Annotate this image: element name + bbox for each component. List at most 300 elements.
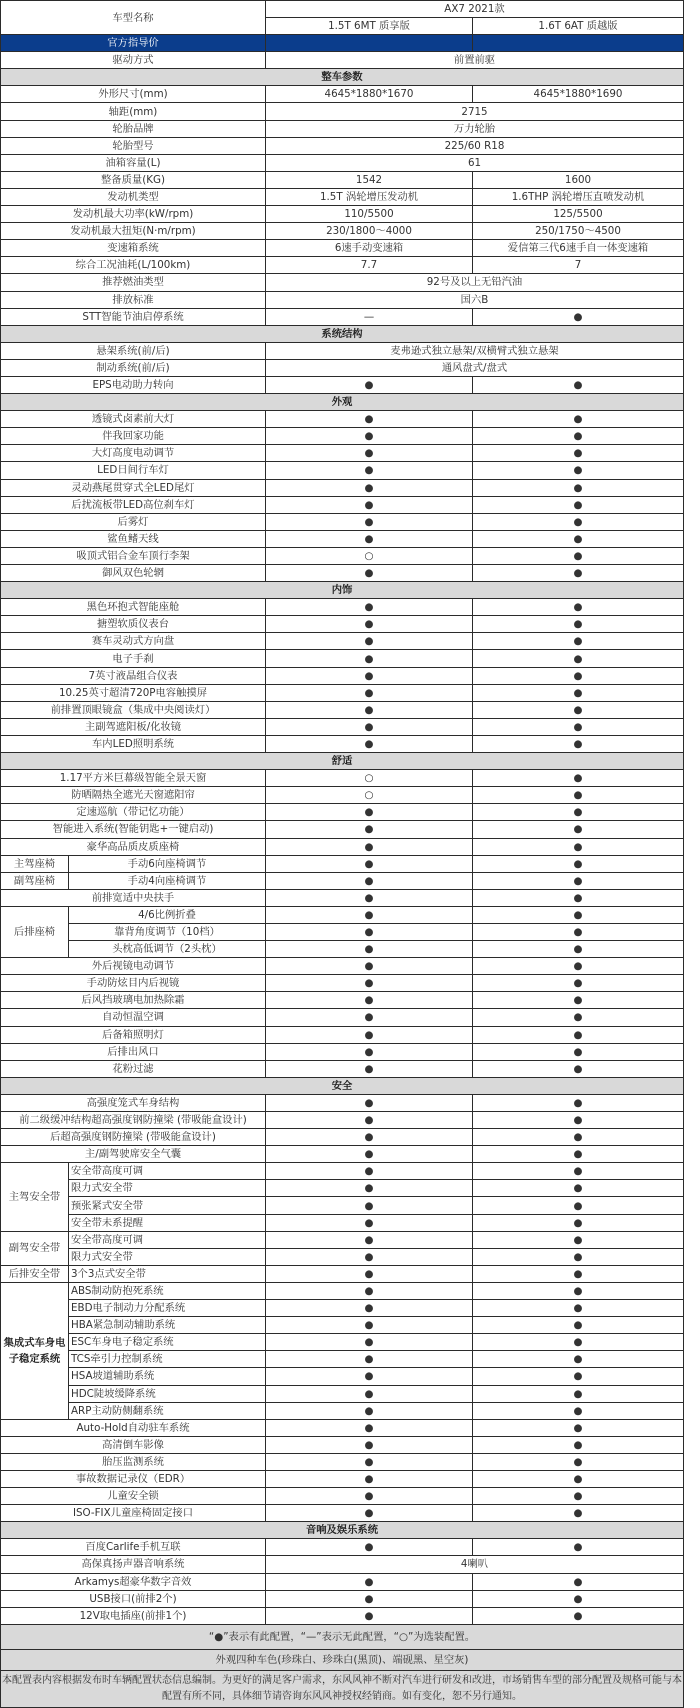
spec-value-trim-1: ●: [266, 975, 473, 992]
spec-value-trim-2: ●: [473, 1453, 684, 1470]
drive-row: [1, 52, 684, 69]
table-row: [1, 1470, 684, 1487]
spec-value-trim-2: ●: [473, 787, 684, 804]
spec-value-trim-2: ●: [473, 872, 684, 889]
spec-value-trim-1: ●: [266, 565, 473, 582]
section-header: [1, 1522, 684, 1539]
spec-label: 花粉过滤: [1, 1060, 266, 1077]
spec-sublabel: ARP主动防侧翻系统: [69, 1402, 266, 1419]
spec-label: 车内LED照明系统: [1, 735, 266, 752]
spec-value-trim-1: ●: [266, 838, 473, 855]
spec-value-shared: 225/60 R18: [266, 137, 684, 154]
spec-value-trim-2: ●: [473, 1094, 684, 1111]
spec-value-trim-1: ●: [266, 1351, 473, 1368]
table-row: [1, 565, 684, 582]
table-row: [1, 1488, 684, 1505]
legend-note: “●”表示有此配置，“—”表示无此配置，“○”为选装配置。: [1, 1624, 684, 1649]
spec-label: 伴我回家功能: [1, 428, 266, 445]
spec-value-trim-2: ●: [473, 1334, 684, 1351]
table-row: [1, 1197, 684, 1214]
spec-value-trim-2: ●: [473, 462, 684, 479]
spec-label: 高强度笼式车身结构: [1, 1094, 266, 1111]
drive-value: 前置前驱: [266, 52, 684, 69]
spec-value-trim-2: ●: [473, 1351, 684, 1368]
spec-label: 外后视镜电动调节: [1, 958, 266, 975]
spec-value-trim-1: ●: [266, 1607, 473, 1624]
spec-label: 胎压监测系统: [1, 1453, 266, 1470]
spec-value-trim-2: ●: [473, 1385, 684, 1402]
spec-sublabel: HDC陡坡缓降系统: [69, 1385, 266, 1402]
spec-value-trim-1: ●: [266, 1317, 473, 1334]
spec-value-trim-1: ●: [266, 1590, 473, 1607]
spec-value-trim-1: ●: [266, 428, 473, 445]
spec-value-trim-2: ●: [473, 616, 684, 633]
spec-value-trim-1: 6速手动变速箱: [266, 240, 473, 257]
series-title: AX7 2021款: [266, 1, 684, 18]
table-row: [1, 1248, 684, 1265]
spec-sublabel: HSA坡道辅助系统: [69, 1368, 266, 1385]
spec-value-trim-1: ●: [266, 1385, 473, 1402]
spec-value-trim-2: ●: [473, 1197, 684, 1214]
spec-value-shared: 国六B: [266, 291, 684, 308]
table-row: [1, 1112, 684, 1129]
spec-label: 10.25英寸超清720P电容触摸屏: [1, 684, 266, 701]
spec-value-trim-1: ●: [266, 1453, 473, 1470]
spec-value-shared: 61: [266, 154, 684, 171]
spec-value-trim-2: ●: [473, 770, 684, 787]
table-row: [1, 1060, 684, 1077]
spec-sublabel: 限力式安全带: [69, 1248, 266, 1265]
spec-value-trim-2: ●: [473, 1129, 684, 1146]
spec-value-trim-1: ●: [266, 889, 473, 906]
spec-value-trim-1: ●: [266, 599, 473, 616]
spec-value-trim-1: ●: [266, 1539, 473, 1556]
spec-label: 事故数据记录仪（EDR）: [1, 1470, 266, 1487]
table-row: [1, 787, 684, 804]
table-row: [1, 342, 684, 359]
spec-value-trim-1: ●: [266, 906, 473, 923]
spec-value-trim-2: ●: [473, 1043, 684, 1060]
table-row: [1, 308, 684, 325]
group-label: 后排安全带: [1, 1265, 69, 1282]
spec-value-trim-1: ●: [266, 667, 473, 684]
spec-sublabel: 安全带高度可调: [69, 1231, 266, 1248]
table-row: [1, 701, 684, 718]
spec-label: 油箱容量(L): [1, 154, 266, 171]
table-row: [1, 1231, 684, 1248]
spec-value-trim-1: 1.5T 涡轮增压发动机: [266, 188, 473, 205]
spec-value-trim-2: ●: [473, 941, 684, 958]
spec-label: 综合工况油耗(L/100km): [1, 257, 266, 274]
spec-value-trim-2: ●: [473, 1026, 684, 1043]
spec-value-trim-2: ●: [473, 1317, 684, 1334]
table-row: [1, 291, 684, 308]
spec-value-trim-2: ●: [473, 992, 684, 1009]
spec-value-trim-2: ●: [473, 1163, 684, 1180]
spec-value-trim-2: ●: [473, 650, 684, 667]
spec-sublabel: 安全带未系提醒: [69, 1214, 266, 1231]
spec-value-trim-2: ●: [473, 684, 684, 701]
spec-value-trim-1: ●: [266, 1112, 473, 1129]
spec-label: 发动机最大扭矩(N·m/rpm): [1, 223, 266, 240]
spec-label: 制动系统(前/后): [1, 359, 266, 376]
spec-value-trim-2: ●: [473, 1265, 684, 1282]
table-row: [1, 1129, 684, 1146]
spec-value-trim-2: ●: [473, 975, 684, 992]
table-row: [1, 735, 684, 752]
spec-label: LED日间行车灯: [1, 462, 266, 479]
spec-label: Auto-Hold自动驻车系统: [1, 1419, 266, 1436]
spec-value-trim-1: ●: [266, 1334, 473, 1351]
spec-sublabel: ABS制动防抱死系统: [69, 1282, 266, 1299]
spec-value-trim-1: ●: [266, 1197, 473, 1214]
spec-value-trim-1: ●: [266, 1368, 473, 1385]
spec-value-trim-2: ●: [473, 1112, 684, 1129]
table-row: [1, 975, 684, 992]
table-row: [1, 1180, 684, 1197]
group-label: 后排座椅: [1, 906, 69, 957]
spec-value-trim-2: 1.6THP 涡轮增压直喷发动机: [473, 188, 684, 205]
spec-sublabel: 限力式安全带: [69, 1180, 266, 1197]
spec-value-trim-1: ●: [266, 1300, 473, 1317]
table-row: [1, 120, 684, 137]
spec-label: 百度Carlife手机互联: [1, 1539, 266, 1556]
group-label: 主驾座椅: [1, 855, 69, 872]
spec-value-trim-1: 110/5500: [266, 206, 473, 223]
table-row: [1, 257, 684, 274]
spec-value-trim-1: ●: [266, 1163, 473, 1180]
spec-value-trim-1: ●: [266, 1248, 473, 1265]
table-row: [1, 188, 684, 205]
spec-value-trim-2: ●: [473, 496, 684, 513]
spec-label: 透镜式卤素前大灯: [1, 411, 266, 428]
spec-value-trim-1: ●: [266, 1180, 473, 1197]
spec-value-trim-1: ●: [266, 1573, 473, 1590]
spec-value-trim-2: ●: [473, 1282, 684, 1299]
section-title: 内饰: [1, 582, 684, 599]
table-row: [1, 906, 684, 923]
spec-value-trim-1: ●: [266, 1436, 473, 1453]
table-row: [1, 599, 684, 616]
spec-value-trim-2: ●: [473, 565, 684, 582]
spec-label: Arkamys超豪华数字音效: [1, 1573, 266, 1590]
spec-label: 前二级缓冲结构超高强度钢防撞梁 (带吸能盒设计): [1, 1112, 266, 1129]
spec-value-trim-2: ●: [473, 855, 684, 872]
section-header: [1, 1077, 684, 1094]
spec-value-trim-1: ●: [266, 804, 473, 821]
table-row: [1, 1505, 684, 1522]
colors-row: [1, 1649, 684, 1670]
spec-value-trim-1: ●: [266, 1265, 473, 1282]
table-row: [1, 1009, 684, 1026]
spec-value-trim-1: ●: [266, 1043, 473, 1060]
table-row: [1, 804, 684, 821]
table-row: [1, 872, 684, 889]
spec-value-trim-2: ●: [473, 530, 684, 547]
spec-value-trim-1: ●: [266, 513, 473, 530]
spec-value-trim-1: ●: [266, 1129, 473, 1146]
spec-label: STT智能节油启停系统: [1, 308, 266, 325]
table-row: [1, 223, 684, 240]
spec-label: 变速箱系统: [1, 240, 266, 257]
spec-value-trim-2: ●: [473, 1300, 684, 1317]
spec-value-trim-1: ●: [266, 701, 473, 718]
table-row: [1, 667, 684, 684]
spec-label: 悬架系统(前/后): [1, 342, 266, 359]
section-title: 音响及娱乐系统: [1, 1522, 684, 1539]
table-row: [1, 1146, 684, 1163]
table-row: [1, 1282, 684, 1299]
table-row: [1, 1590, 684, 1607]
spec-value-trim-2: ●: [473, 547, 684, 564]
section-title: 整车参数: [1, 69, 684, 86]
spec-value-trim-2: ●: [473, 1180, 684, 1197]
spec-value-trim-1: ●: [266, 718, 473, 735]
group-label: 副驾安全带: [1, 1231, 69, 1265]
table-row: [1, 650, 684, 667]
spec-sublabel: HBA紧急制动辅助系统: [69, 1317, 266, 1334]
spec-value-trim-1: ●: [266, 941, 473, 958]
spec-value-trim-2: ●: [473, 308, 684, 325]
table-row: [1, 1300, 684, 1317]
spec-label: 防晒隔热全遮光天窗遮阳帘: [1, 787, 266, 804]
spec-value-trim-2: 爱信第三代6速手自一体变速箱: [473, 240, 684, 257]
price-row: [1, 35, 684, 52]
spec-value-shared: 麦弗逊式独立悬架/双横臂式独立悬架: [266, 342, 684, 359]
drive-label: 驱动方式: [1, 52, 266, 69]
spec-label: 后风挡玻璃电加热除霜: [1, 992, 266, 1009]
table-row: [1, 1419, 684, 1436]
spec-value-trim-2: ●: [473, 838, 684, 855]
spec-label: 后排出风口: [1, 1043, 266, 1060]
spec-value-trim-1: ●: [266, 1470, 473, 1487]
table-row: [1, 1043, 684, 1060]
table-row: [1, 889, 684, 906]
spec-label: 黑色环抱式智能座舱: [1, 599, 266, 616]
section-title: 系统结构: [1, 325, 684, 342]
spec-label: 定速巡航（带记忆功能）: [1, 804, 266, 821]
table-row: [1, 547, 684, 564]
table-row: [1, 1334, 684, 1351]
spec-label: 排放标准: [1, 291, 266, 308]
spec-value-trim-1: ●: [266, 376, 473, 393]
price-trim-2: [473, 35, 684, 52]
table-row: [1, 274, 684, 291]
spec-value-trim-2: ●: [473, 667, 684, 684]
table-row: [1, 838, 684, 855]
spec-value-trim-1: ●: [266, 1402, 473, 1419]
spec-value-trim-1: 4645*1880*1670: [266, 86, 473, 103]
spec-label: 高保真扬声器音响系统: [1, 1556, 266, 1573]
table-row: [1, 633, 684, 650]
spec-value-trim-1: ●: [266, 633, 473, 650]
table-row: [1, 1573, 684, 1590]
table-row: [1, 86, 684, 103]
table-row: [1, 958, 684, 975]
trim-1: 1.5T 6MT 质享版: [266, 18, 473, 35]
spec-label: 主副驾遮阳板/化妆镜: [1, 718, 266, 735]
spec-value-trim-2: ●: [473, 1470, 684, 1487]
spec-value-trim-1: 7.7: [266, 257, 473, 274]
spec-value-trim-1: ●: [266, 445, 473, 462]
spec-label: 御风双色轮辋: [1, 565, 266, 582]
spec-value-trim-1: ●: [266, 1231, 473, 1248]
header-row-series: [1, 1, 684, 18]
spec-value-trim-1: ●: [266, 530, 473, 547]
spec-value-trim-1: ●: [266, 462, 473, 479]
spec-value-trim-2: ●: [473, 718, 684, 735]
spec-value-trim-1: 230/1800～4000: [266, 223, 473, 240]
spec-sublabel: 预张紧式安全带: [69, 1197, 266, 1214]
spec-label: 前排宽适中央扶手: [1, 889, 266, 906]
spec-value-trim-2: ●: [473, 1009, 684, 1026]
spec-value-trim-2: ●: [473, 1607, 684, 1624]
spec-sublabel: ESC车身电子稳定系统: [69, 1334, 266, 1351]
table-row: [1, 1214, 684, 1231]
spec-label: 整备质量(KG): [1, 171, 266, 188]
table-row: [1, 359, 684, 376]
spec-value-trim-2: 125/5500: [473, 206, 684, 223]
spec-label: 自动恒温空调: [1, 1009, 266, 1026]
spec-sublabel: TCS牵引力控制系统: [69, 1351, 266, 1368]
table-row: [1, 1539, 684, 1556]
spec-label: 搪塑软质仪表台: [1, 616, 266, 633]
spec-value-trim-2: ●: [473, 889, 684, 906]
price-label: 官方指导价: [1, 35, 266, 52]
legend-row: [1, 1624, 684, 1649]
spec-value-trim-2: 1600: [473, 171, 684, 188]
table-row: [1, 428, 684, 445]
table-row: [1, 513, 684, 530]
spec-value-trim-2: ●: [473, 1248, 684, 1265]
spec-label: 轮胎品牌: [1, 120, 266, 137]
group-label: 主驾安全带: [1, 1163, 69, 1231]
color-options-note: 外观四种车色(珍珠白、珍珠白(黑顶)、端砚黑、星空灰): [1, 1649, 684, 1670]
table-row: [1, 684, 684, 701]
spec-label: 发动机类型: [1, 188, 266, 205]
spec-label: 外形尺寸(mm): [1, 86, 266, 103]
spec-value-trim-1: —: [266, 308, 473, 325]
spec-value-trim-2: ●: [473, 1231, 684, 1248]
spec-value-trim-1: ●: [266, 1060, 473, 1077]
spec-value-trim-2: ●: [473, 804, 684, 821]
spec-value-trim-2: ●: [473, 1505, 684, 1522]
spec-value-trim-2: 250/1750～4500: [473, 223, 684, 240]
spec-sublabel: 4/6比例折叠: [69, 906, 266, 923]
table-row: [1, 411, 684, 428]
spec-label: USB接口(前排2个): [1, 1590, 266, 1607]
table-row: [1, 1607, 684, 1624]
table-row: [1, 445, 684, 462]
spec-value-trim-2: ●: [473, 1060, 684, 1077]
section-header: [1, 325, 684, 342]
spec-value-trim-1: ●: [266, 1214, 473, 1231]
spec-label: 前排置顶眼镜盒（集成中央阅读灯）: [1, 701, 266, 718]
group-label: 集成式车身电子稳定系统: [1, 1282, 69, 1419]
spec-sublabel: 3个3点式安全带: [69, 1265, 266, 1282]
model-name-label: 车型名称: [1, 1, 266, 35]
spec-value-trim-2: ●: [473, 735, 684, 752]
spec-label: 后扰流板带LED高位刹车灯: [1, 496, 266, 513]
section-header: [1, 69, 684, 86]
spec-label: 1.17平方米巨幕级智能全景天窗: [1, 770, 266, 787]
spec-label: 儿童安全锁: [1, 1488, 266, 1505]
spec-label: 高清倒车影像: [1, 1436, 266, 1453]
spec-value-trim-1: ●: [266, 855, 473, 872]
spec-value-trim-2: ●: [473, 701, 684, 718]
spec-value-trim-2: 4645*1880*1690: [473, 86, 684, 103]
spec-label: 吸顶式铝合金车顶行李架: [1, 547, 266, 564]
spec-value-trim-1: ●: [266, 1419, 473, 1436]
price-trim-1: [266, 35, 473, 52]
table-row: [1, 821, 684, 838]
spec-value-trim-2: ●: [473, 923, 684, 940]
spec-value-trim-1: ○: [266, 787, 473, 804]
spec-label: 发动机最大功率(kW/rpm): [1, 206, 266, 223]
spec-value-trim-1: ●: [266, 684, 473, 701]
section-title: 外观: [1, 394, 684, 411]
spec-label: 7英寸液晶组合仪表: [1, 667, 266, 684]
spec-label: 电子手刹: [1, 650, 266, 667]
table-row: [1, 992, 684, 1009]
spec-value-trim-1: ●: [266, 650, 473, 667]
group-label: 副驾座椅: [1, 872, 69, 889]
table-row: [1, 103, 684, 120]
spec-value-trim-1: ○: [266, 770, 473, 787]
spec-label: 灵动燕尾贯穿式全LED尾灯: [1, 479, 266, 496]
spec-value-trim-2: ●: [473, 428, 684, 445]
table-row: [1, 1453, 684, 1470]
section-title: 安全: [1, 1077, 684, 1094]
spec-label: 后超高强度钢防撞梁 (带吸能盒设计): [1, 1129, 266, 1146]
spec-value-trim-1: ●: [266, 821, 473, 838]
table-row: [1, 530, 684, 547]
table-row: [1, 154, 684, 171]
spec-value-trim-2: ●: [473, 1402, 684, 1419]
spec-value-trim-2: ●: [473, 1419, 684, 1436]
section-header: [1, 582, 684, 599]
table-row: [1, 206, 684, 223]
table-row: [1, 616, 684, 633]
section-header: [1, 394, 684, 411]
spec-value-trim-1: ●: [266, 735, 473, 752]
spec-label: 推荐燃油类型: [1, 274, 266, 291]
spec-label: 鲨鱼鳍天线: [1, 530, 266, 547]
spec-value-trim-2: ●: [473, 821, 684, 838]
table-row: [1, 855, 684, 872]
spec-label: 轴距(mm): [1, 103, 266, 120]
spec-value-shared: 通风盘式/盘式: [266, 359, 684, 376]
spec-label: 12V取电插座(前排1个): [1, 1607, 266, 1624]
spec-value-trim-1: ●: [266, 872, 473, 889]
spec-value-trim-1: ●: [266, 1282, 473, 1299]
spec-value-trim-1: ●: [266, 923, 473, 940]
spec-value-trim-1: ●: [266, 992, 473, 1009]
spec-value-trim-2: ●: [473, 513, 684, 530]
table-row: [1, 1163, 684, 1180]
table-row: [1, 1265, 684, 1282]
spec-sublabel: 手动6向座椅调节: [69, 855, 266, 872]
spec-sublabel: EBD电子制动力分配系统: [69, 1300, 266, 1317]
spec-label: 手动防炫目内后视镜: [1, 975, 266, 992]
spec-value-trim-2: ●: [473, 1573, 684, 1590]
spec-value-trim-2: ●: [473, 633, 684, 650]
spec-value-trim-1: ●: [266, 411, 473, 428]
table-row: [1, 1402, 684, 1419]
table-row: [1, 1317, 684, 1334]
disclaimer-note: 本配置表内容根据发布时车辆配置状态信息编制。为更好的满足客户需求，东风风神不断对汽车进行研发和改进，市场销售车型的部分配置及规格可能与本配置有所不同，具体细节请咨询东风风神授权经销商。如有变化，恕不另行通知。: [1, 1670, 684, 1707]
table-row: [1, 1436, 684, 1453]
